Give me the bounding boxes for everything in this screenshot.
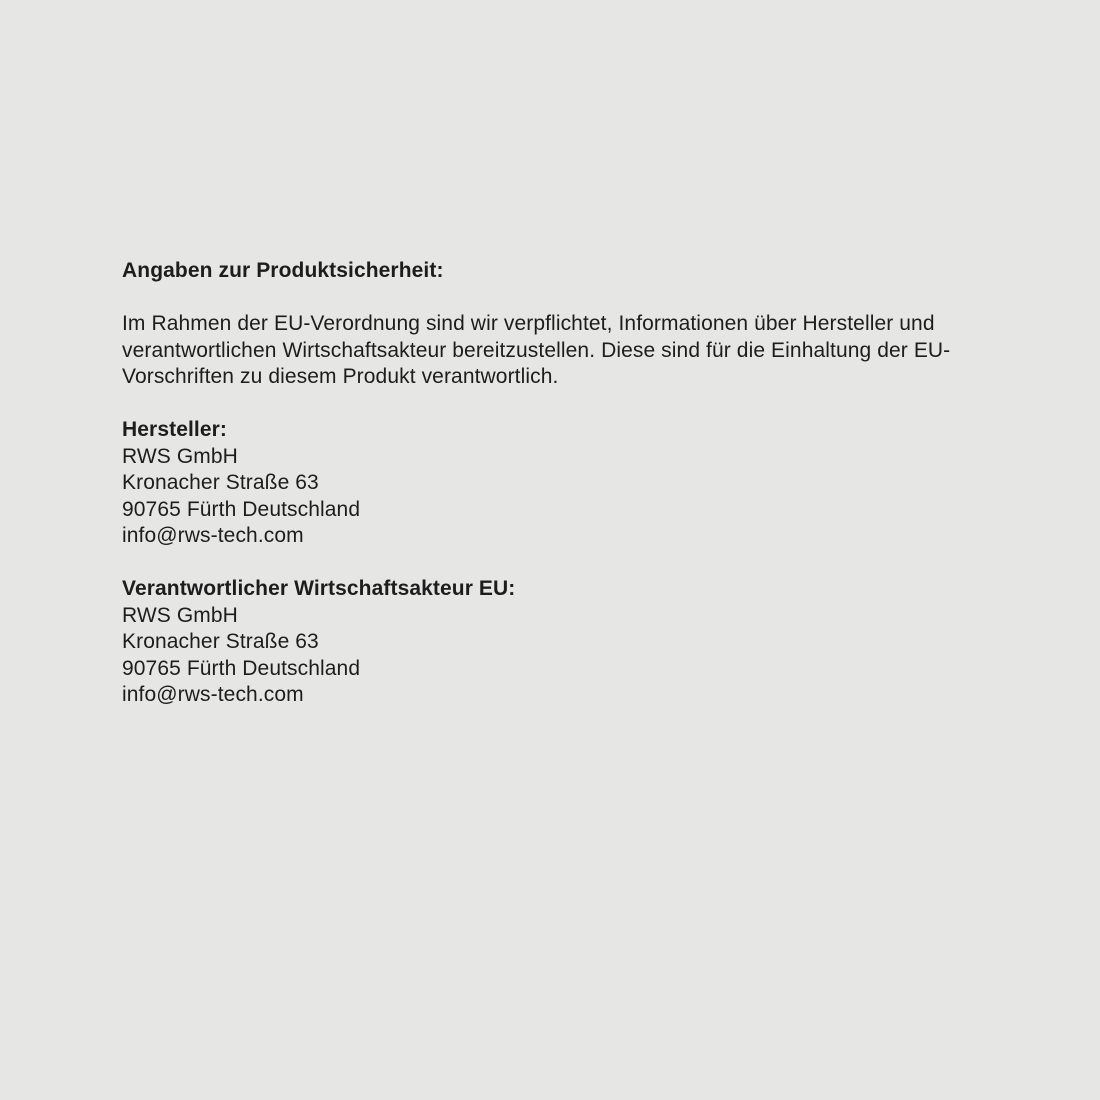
responsible-actor-email: info@rws-tech.com <box>122 683 304 706</box>
responsible-actor-city: 90765 Fürth Deutschland <box>122 656 361 680</box>
page-title: Angaben zur Produktsicherheit: <box>122 259 444 282</box>
intro-paragraph: Im Rahmen der EU-Verordnung sind wir verpflichtet, Informationen über Hersteller und verantwortlichen Wirtschaftsakteur bereitzustellen. Diese sind für die Einhaltung der EU-Vorschriften zu diesem Produkt verantwortlich. <box>122 312 951 388</box>
responsible-actor-street: Kronacher Straße 63 <box>122 630 319 653</box>
responsible-actor-company: RWS GmbH <box>122 603 238 627</box>
manufacturer-label: Hersteller: <box>122 418 227 441</box>
responsible-actor-label: Verantwortlicher Wirtschaftsakteur EU: <box>122 577 516 600</box>
manufacturer-street: Kronacher Straße 63 <box>122 471 319 494</box>
manufacturer-email: info@rws-tech.com <box>122 524 304 547</box>
manufacturer-company: RWS GmbH <box>122 444 238 468</box>
product-safety-info <box>122 258 984 735</box>
manufacturer-city: 90765 Fürth Deutschland <box>122 497 361 521</box>
manufacturer-section <box>122 417 984 550</box>
responsible-actor-section <box>122 576 984 709</box>
